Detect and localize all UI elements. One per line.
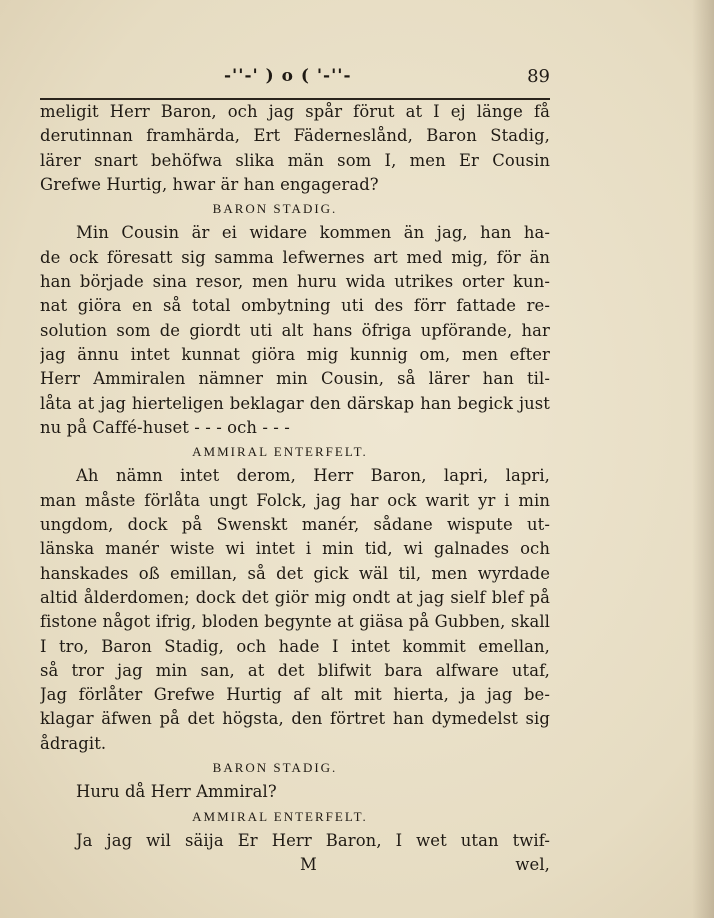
text-line: man måste förlåta ungt Folck, jag har ock warit yr i min bbox=[40, 490, 550, 510]
text-line: jag ännu intet kunnat giöra mig kunnig om, men efter bbox=[40, 344, 550, 364]
text-line: nat giöra en så total ombytning uti des förr fattade re- bbox=[40, 296, 550, 316]
text-line: han började sina resor, men huru wida utrikes orter kun- bbox=[40, 272, 550, 292]
text-line: de ock föresatt sig samma lefwernes art med mig, för än bbox=[40, 247, 550, 267]
header-ornament: -ꞌꞌ-ꞌ ) o ( ꞌ-ꞌꞌ- bbox=[224, 66, 352, 86]
text-line: Min Cousin är ei widare kommen än jag, han ha- bbox=[76, 223, 550, 243]
text-line: Jag förlåter Grefwe Hurtig af alt mit hierta, ja jag be- bbox=[40, 685, 550, 705]
text-line: låta at jag hierteligen beklagar den därskap han begick just bbox=[40, 393, 550, 413]
speaker-heading: BARON STADIG. bbox=[212, 760, 338, 776]
text-line: så tror jag min san, at det blifwit bara alfware utaf, bbox=[40, 660, 550, 680]
text-line: I tro, Baron Stadig, och hade I intet kommit emellan, bbox=[40, 636, 550, 656]
catchword-line bbox=[40, 853, 550, 877]
text-line: meligit Herr Baron, och jag spår förut at I ej länge få bbox=[40, 102, 550, 121]
page-gutter-shadow bbox=[692, 0, 714, 918]
speaker-heading: AMMIRAL ENTERFELT. bbox=[192, 808, 368, 824]
text-line: klagar äfwen på det högsta, den förtret han dymedelst sig bbox=[40, 709, 550, 729]
text-line: Herr Ammiralen nämner min Cousin, så lärer han til- bbox=[40, 369, 550, 389]
text-line: nu på Caffé-huset - - - och - - - bbox=[40, 417, 290, 437]
speaker-heading: BARON STADIG. bbox=[212, 201, 338, 217]
text-line: Grefwe Hurtig, hwar är han engagerad? bbox=[40, 174, 379, 194]
page-number: 89 bbox=[527, 66, 550, 87]
text-line: länska manér wiste wi intet i min tid, wi galnades och bbox=[40, 539, 550, 559]
catchword: wel, bbox=[515, 855, 550, 875]
text-line: hanskades oß emillan, så det gick wäl til, men wyrdade bbox=[40, 563, 550, 583]
text-line: fistone något ifrig, bloden begynte at giäsa på Gubben, skall bbox=[40, 612, 550, 632]
text-line: solution som de giordt uti alt hans öfriga upförande, har bbox=[40, 320, 550, 340]
text-line: Huru då Herr Ammiral? bbox=[76, 782, 277, 802]
signature-mark: M bbox=[300, 855, 317, 875]
page-body bbox=[40, 100, 550, 878]
text-line: altid ålderdomen; dock det giör mig ondt at jag sielf blef på bbox=[40, 587, 550, 607]
text-line: Ja jag wil säija Er Herr Baron, I wet utan twif- bbox=[76, 830, 550, 850]
text-line: ådragit. bbox=[40, 733, 107, 753]
text-line: Ah nämn intet derom, Herr Baron, lapri, lapri, bbox=[76, 466, 550, 486]
text-line: derutinnan framhärda, Ert Fäderneslånd, Baron Stadig, bbox=[40, 126, 550, 146]
text-line: lärer snart behöfwa slika män som I, men Er Cousin bbox=[40, 150, 550, 170]
text-line: ungdom, dock på Swenskt manér, sådane wispute ut- bbox=[40, 515, 550, 535]
running-header bbox=[38, 64, 548, 90]
speaker-heading: AMMIRAL ENTERFELT. bbox=[192, 444, 368, 460]
